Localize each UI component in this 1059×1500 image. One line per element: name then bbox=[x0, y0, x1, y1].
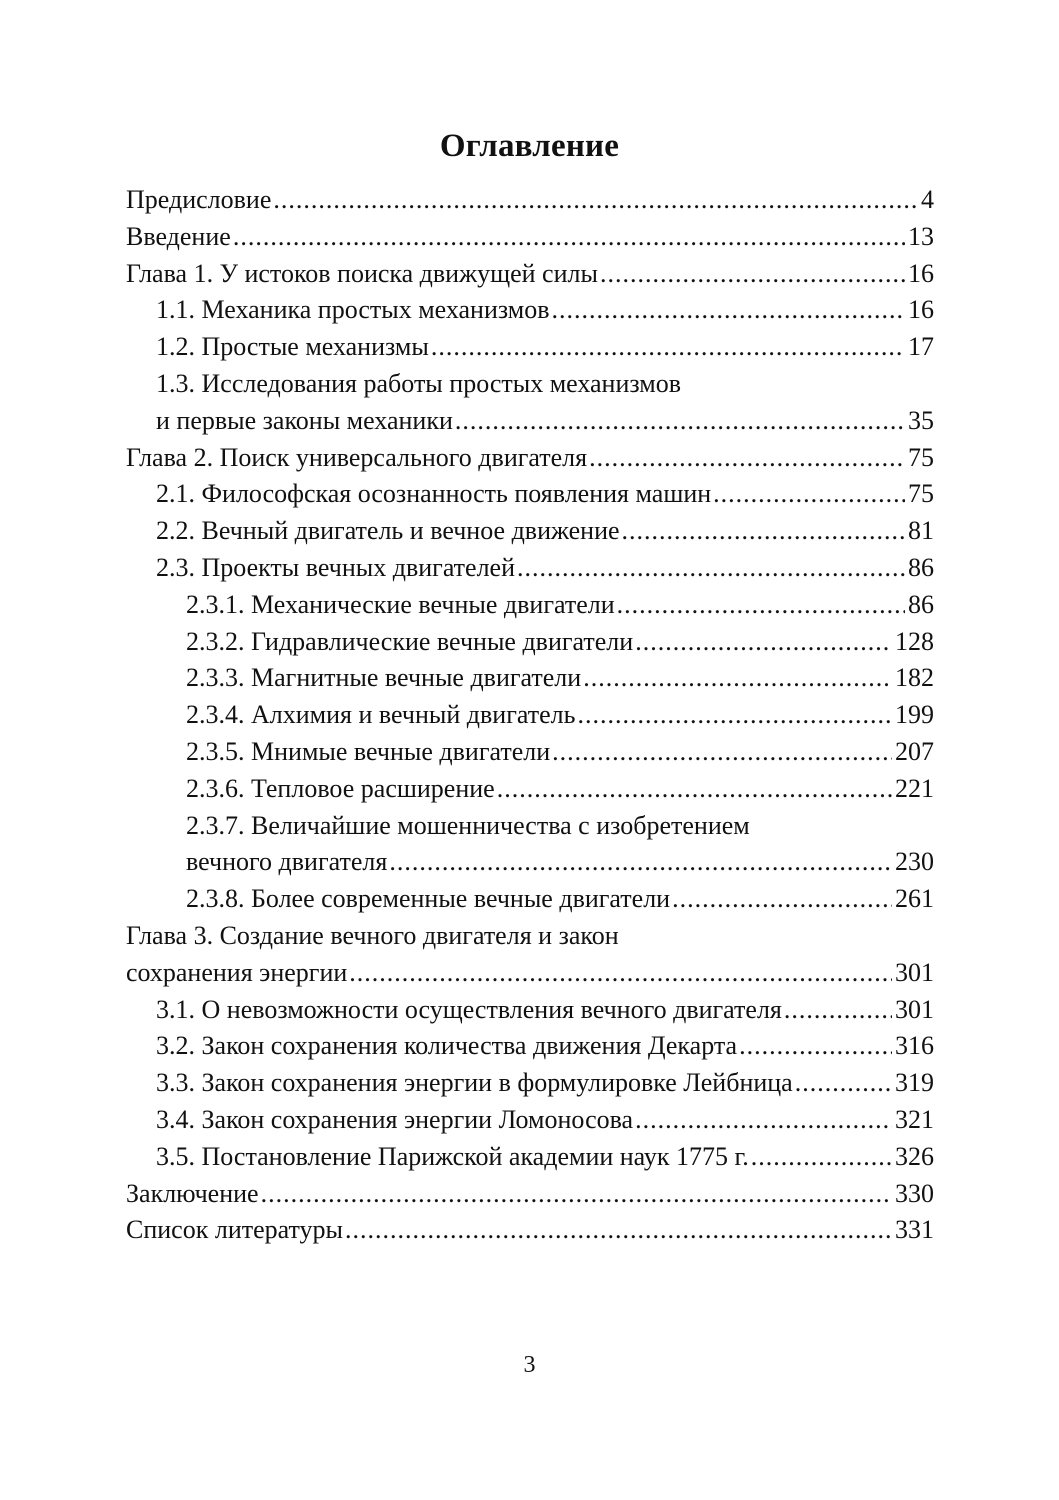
page-title: Оглавление bbox=[439, 128, 620, 164]
toc-entry-text: 3.5. Постановление Парижской академии наук 1775 г. bbox=[156, 1141, 749, 1171]
toc-entry-page: 86 bbox=[908, 552, 934, 582]
dot-leader bbox=[497, 771, 892, 808]
toc-entry-1-1[interactable] bbox=[126, 292, 934, 329]
dot-leader bbox=[672, 881, 892, 918]
toc-entry-page: 17 bbox=[908, 332, 934, 362]
dot-leader bbox=[349, 955, 892, 992]
dot-leader bbox=[552, 292, 905, 329]
dot-leader bbox=[795, 1065, 892, 1102]
toc-entry-2-3-1[interactable] bbox=[126, 587, 934, 624]
toc-entry-2-3[interactable] bbox=[126, 550, 934, 587]
toc-entry-text: 2.3.2. Гидравлические вечные двигатели bbox=[186, 626, 634, 656]
dot-leader bbox=[713, 476, 905, 513]
toc-entry-page: 199 bbox=[895, 700, 934, 730]
toc-entry-preface[interactable] bbox=[126, 182, 934, 219]
toc-entry-text: 3.4. Закон сохранения энергии Ломоносова bbox=[156, 1104, 634, 1134]
toc-entry-text: 2.2. Вечный двигатель и вечное движение bbox=[156, 516, 620, 546]
dot-leader bbox=[552, 734, 892, 771]
toc-entry-page: 321 bbox=[895, 1104, 934, 1134]
toc-entry-3-4[interactable] bbox=[126, 1102, 934, 1139]
dot-leader bbox=[751, 1139, 892, 1176]
toc-entry-page: 230 bbox=[895, 847, 934, 877]
toc-entry-text: 1.2. Простые механизмы bbox=[156, 332, 429, 362]
toc-entry-chapter-1[interactable] bbox=[126, 256, 934, 293]
toc-entry-3-3[interactable] bbox=[126, 1065, 934, 1102]
toc-entry-text-line-1: 1.3. Исследования работы простых механизмов bbox=[156, 368, 682, 398]
toc-entry-page: 326 bbox=[895, 1141, 934, 1171]
toc-entry-chapter-2[interactable] bbox=[126, 440, 934, 477]
toc-entry-page: 261 bbox=[895, 884, 934, 914]
toc-entry-page: 316 bbox=[895, 1031, 934, 1061]
toc-entry-2-3-8[interactable] bbox=[126, 881, 934, 918]
toc-entry-page: 86 bbox=[908, 589, 934, 619]
toc-entry-text: Список литературы bbox=[126, 1215, 343, 1245]
dot-leader bbox=[455, 403, 905, 440]
toc-entry-page: 221 bbox=[895, 773, 934, 803]
toc-entry-text: 2.3.6. Тепловое расширение bbox=[186, 773, 495, 803]
toc-entry-introduction[interactable] bbox=[126, 219, 934, 256]
toc-entry-page: 207 bbox=[895, 736, 934, 766]
toc-entry-text: 2.3.4. Алхимия и вечный двигатель bbox=[186, 700, 576, 730]
toc-entry-2-3-7[interactable] bbox=[126, 808, 934, 882]
dot-leader bbox=[517, 550, 905, 587]
toc-entry-2-3-5[interactable] bbox=[126, 734, 934, 771]
dot-leader bbox=[431, 329, 905, 366]
toc-entry-2-1[interactable] bbox=[126, 476, 934, 513]
toc-entry-text: 3.3. Закон сохранения энергии в формулировке Лейбница bbox=[156, 1068, 793, 1098]
toc-entry-page: 182 bbox=[895, 663, 934, 693]
dot-leader bbox=[577, 697, 892, 734]
toc-entry-3-5[interactable] bbox=[126, 1139, 934, 1176]
toc-entry-2-3-2[interactable] bbox=[126, 624, 934, 661]
toc-entry-2-3-3[interactable] bbox=[126, 660, 934, 697]
toc-entry-3-2[interactable] bbox=[126, 1028, 934, 1065]
dot-leader bbox=[389, 844, 892, 881]
toc-entry-text: 2.3.5. Мнимые вечные двигатели bbox=[186, 736, 551, 766]
dot-leader bbox=[635, 1102, 892, 1139]
toc-entry-text: 2.3.1. Механические вечные двигатели bbox=[186, 589, 615, 619]
dot-leader bbox=[784, 992, 892, 1029]
toc-entry-3-1[interactable] bbox=[126, 992, 934, 1029]
toc-entry-2-3-6[interactable] bbox=[126, 771, 934, 808]
dot-leader bbox=[635, 624, 892, 661]
toc-entry-text: 2.3.3. Магнитные вечные двигатели bbox=[186, 663, 582, 693]
dot-leader bbox=[273, 182, 918, 219]
toc-entry-text: 2.1. Философская осознанность появления машин bbox=[156, 479, 712, 509]
toc-entry-page: 35 bbox=[908, 405, 934, 435]
toc-entry-page: 75 bbox=[908, 442, 934, 472]
page-number: 3 bbox=[523, 1352, 536, 1378]
toc-entry-text: Глава 2. Поиск универсального двигателя bbox=[126, 442, 588, 472]
toc-entry-text-line-1: Глава 3. Создание вечного двигателя и закон bbox=[126, 920, 619, 950]
toc-entry-page: 301 bbox=[895, 957, 934, 987]
toc-entry-text: Предисловие bbox=[126, 185, 272, 214]
toc-entry-bibliography[interactable] bbox=[126, 1212, 934, 1249]
dot-leader bbox=[622, 513, 905, 550]
toc-entry-page: 301 bbox=[895, 994, 934, 1024]
toc-entry-text: 2.3.8. Более современные вечные двигатели bbox=[186, 884, 671, 914]
toc-entry-conclusion[interactable] bbox=[126, 1176, 934, 1213]
dot-leader bbox=[233, 219, 905, 256]
toc-entry-text: 2.3. Проекты вечных двигателей bbox=[156, 552, 516, 582]
dot-leader bbox=[739, 1028, 892, 1065]
toc-entry-page: 319 bbox=[895, 1068, 934, 1098]
toc-entry-2-3-4[interactable] bbox=[126, 697, 934, 734]
toc-entry-1-3[interactable] bbox=[126, 366, 934, 440]
toc-entry-text: 3.1. О невозможности осуществления вечного двигателя bbox=[156, 994, 782, 1024]
toc-entry-page: 330 bbox=[895, 1178, 934, 1208]
toc-entry-text: Введение bbox=[126, 221, 231, 251]
toc-entry-page: 16 bbox=[908, 295, 934, 325]
toc-entry-text: сохранения энергии bbox=[126, 957, 348, 987]
toc-entry-chapter-3[interactable] bbox=[126, 918, 934, 992]
table-of-contents bbox=[126, 182, 934, 1249]
dot-leader bbox=[617, 587, 905, 624]
toc-entry-2-2[interactable] bbox=[126, 513, 934, 550]
toc-entry-page: 75 bbox=[908, 479, 934, 509]
toc-entry-text-line-1: 2.3.7. Величайшие мошенничества с изобретением bbox=[186, 810, 750, 840]
toc-entry-text: 3.2. Закон сохранения количества движения Декарта bbox=[156, 1031, 738, 1061]
toc-entry-text: 1.1. Механика простых механизмов bbox=[156, 295, 550, 325]
toc-entry-page: 13 bbox=[908, 221, 934, 251]
dot-leader bbox=[600, 256, 905, 293]
dot-leader bbox=[261, 1176, 892, 1213]
toc-entry-text: и первые законы механики bbox=[156, 405, 453, 435]
toc-entry-page: 81 bbox=[908, 516, 934, 546]
toc-entry-page: 331 bbox=[895, 1215, 934, 1245]
toc-entry-text: Глава 1. У истоков поиска движущей силы bbox=[126, 258, 598, 288]
toc-entry-text: вечного двигателя bbox=[186, 847, 388, 877]
toc-entry-page: 4 bbox=[921, 185, 934, 214]
dot-leader bbox=[583, 660, 892, 697]
dot-leader bbox=[345, 1212, 892, 1249]
dot-leader bbox=[589, 440, 905, 477]
toc-entry-page: 16 bbox=[908, 258, 934, 288]
toc-entry-1-2[interactable] bbox=[126, 329, 934, 366]
toc-entry-text: Заключение bbox=[126, 1178, 259, 1208]
toc-entry-page: 128 bbox=[895, 626, 934, 656]
